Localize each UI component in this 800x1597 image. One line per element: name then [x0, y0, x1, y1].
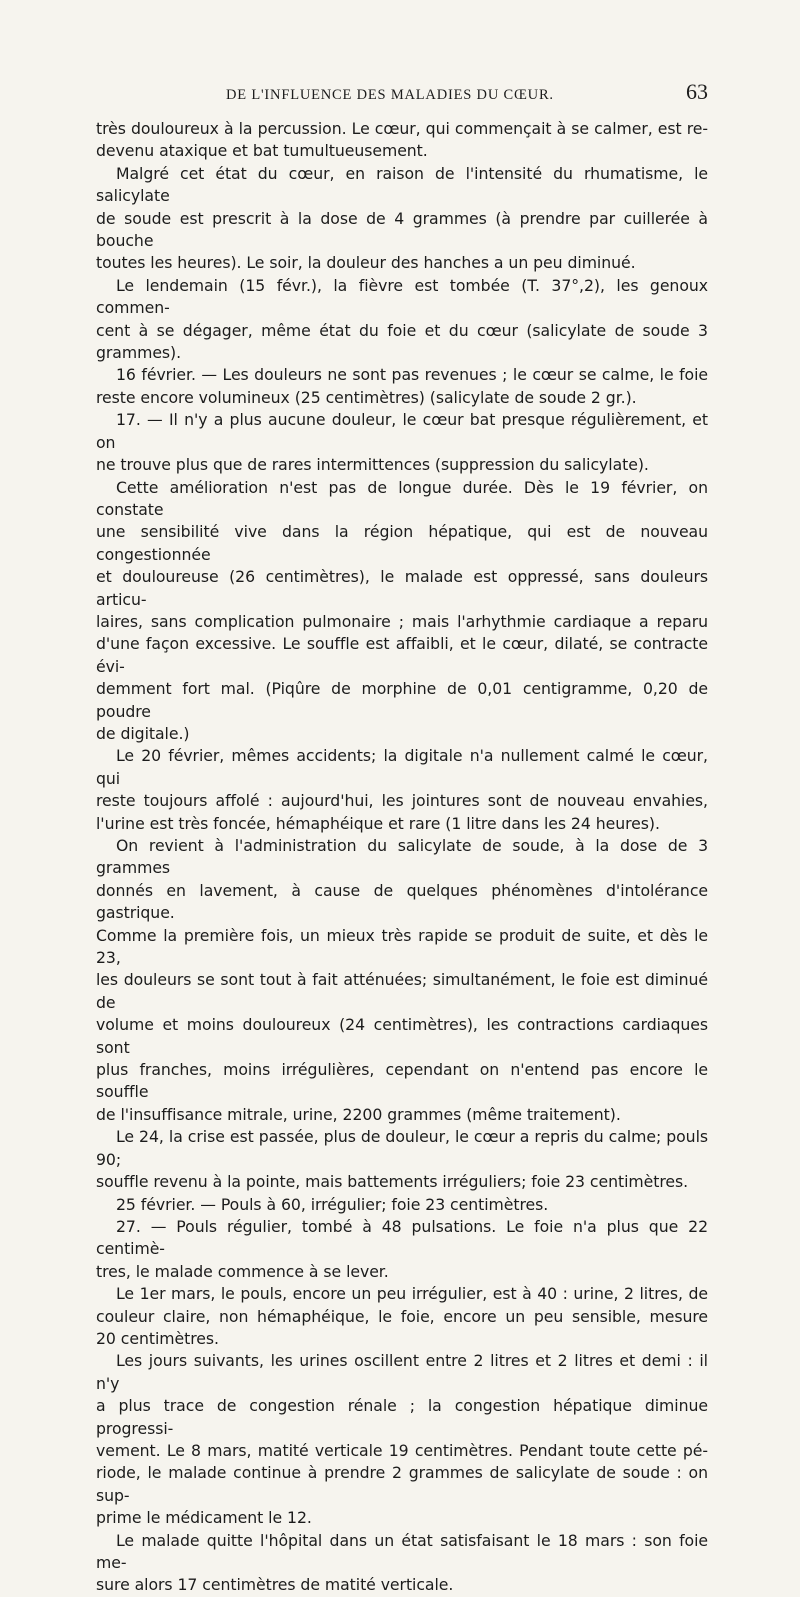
text-line: donnés en lavement, à cause de quelques phénomènes d'intolérance gastrique.	[96, 880, 708, 923]
text-line: reste encore volumineux (25 centimètres) (salicylate de soude 2 gr.).	[96, 387, 637, 407]
paragraph	[96, 1350, 708, 1529]
text-line: couleur claire, non hémaphéique, le foie, encore un peu sensible, mesure	[96, 1306, 708, 1326]
text-line: Le 1er mars, le pouls, encore un peu irrégulier, est à 40 : urine, 2 litres, de	[116, 1284, 708, 1304]
text-line: plus franches, moins irrégulières, cependant on n'entend pas encore le souffle	[96, 1060, 708, 1102]
text-line: volume et moins douloureux (24 centimètres), les contractions cardiaques sont	[96, 1015, 708, 1057]
paragraph	[96, 118, 708, 163]
body-text	[96, 118, 708, 1597]
text-line: souffle revenu à la pointe, mais battements irréguliers; foie 23 centimètres.	[96, 1172, 689, 1192]
paragraph	[96, 1216, 708, 1283]
text-line: de digitale.)	[96, 723, 190, 743]
text-line: de l'insuffisance mitrale, urine, 2200 grammes (même traitement).	[96, 1104, 621, 1124]
text-line: Comme la première fois, un mieux très rapide se produit de suite, et dès le 23,	[96, 925, 708, 968]
text-line: très douloureux à la percussion. Le cœur, qui commençait à se calmer, est re-	[96, 119, 708, 138]
paragraph	[96, 1530, 708, 1597]
text-line: sure alors 17 centimètres de matité verticale.	[96, 1575, 454, 1595]
text-line: 17. — Il n'y a plus aucune douleur, le cœur bat presque régulièrement, et on	[96, 410, 708, 452]
paragraph	[96, 275, 708, 365]
running-title: DE L'INFLUENCE DES MALADIES DU CŒUR.	[226, 87, 554, 103]
text-line: Le lendemain (15 févr.), la fièvre est tombée (T. 37°,2), les genoux commen-	[96, 275, 708, 318]
text-line: et douloureuse (26 centimètres), le malade est oppressé, sans douleurs articu-	[96, 567, 708, 609]
page-header	[96, 79, 708, 111]
text-line: Les jours suivants, les urines oscillent entre 2 litres et 2 litres et demi : il n'y	[96, 1351, 708, 1393]
paragraph	[96, 835, 708, 1126]
text-line: Le 20 février, mêmes accidents; la digitale n'a nullement calmé le cœur, qui	[96, 746, 708, 788]
text-line: prime le médicament le 12.	[96, 1508, 312, 1528]
text-line: Malgré cet état du cœur, en raison de l'intensité du rhumatisme, le salicylate	[96, 163, 708, 206]
text-line: reste toujours affolé : aujourd'hui, les jointures sont de nouveau envahies,	[96, 791, 708, 811]
text-line: 27. — Pouls régulier, tombé à 48 pulsations. Le foie n'a plus que 22 centimè-	[96, 1216, 708, 1259]
text-line: d'une façon excessive. Le souffle est affaibli, et le cœur, dilaté, se contracte évi-	[96, 634, 708, 676]
text-line: Cette amélioration n'est pas de longue durée. Dès le 19 février, on constate	[96, 477, 708, 519]
text-line: de soude est prescrit à la dose de 4 grammes (à prendre par cuillerée à bouche	[96, 208, 708, 251]
text-line: On revient à l'administration du salicylate de soude, à la dose de 3 grammes	[96, 836, 708, 878]
text-line: demment fort mal. (Piqûre de morphine de 0,01 centigramme, 0,20 de poudre	[96, 679, 708, 721]
text-line: a plus trace de congestion rénale ; la congestion hépatique diminue progressi-	[96, 1396, 708, 1438]
text-line: toutes les heures). Le soir, la douleur des hanches a un peu diminué.	[96, 253, 636, 273]
text-line: 20 centimètres.	[96, 1328, 219, 1348]
text-line: 16 février. — Les douleurs ne sont pas revenues ; le cœur se calme, le foie	[116, 365, 708, 385]
paragraph	[96, 745, 708, 835]
page-number: 63	[686, 79, 708, 104]
text-line: laires, sans complication pulmonaire ; mais l'arhythmie cardiaque a reparu	[96, 611, 708, 631]
text-line: cent à se dégager, même état du foie et du cœur (salicylate de soude 3 grammes).	[96, 320, 708, 363]
paragraph	[96, 1194, 708, 1216]
text-line: 25 février. — Pouls à 60, irrégulier; foie 23 centimètres.	[116, 1194, 549, 1214]
text-line: les douleurs se sont tout à fait atténuées; simultanément, le foie est diminué de	[96, 970, 708, 1012]
text-line: ne trouve plus que de rares intermittences (suppression du salicylate).	[96, 455, 649, 475]
text-line: riode, le malade continue à prendre 2 grammes de salicylate de soude : on sup-	[96, 1463, 708, 1505]
paragraph	[96, 477, 708, 746]
text-line: une sensibilité vive dans la région hépatique, qui est de nouveau congestionnée	[96, 522, 708, 564]
text-line: l'urine est très foncée, hémaphéique et rare (1 litre dans les 24 heures).	[96, 813, 660, 833]
paragraph	[96, 409, 708, 476]
paragraph	[96, 364, 708, 409]
text-line: vement. Le 8 mars, matité verticale 19 centimètres. Pendant toute cette pé-	[96, 1440, 708, 1460]
text-line: Le 24, la crise est passée, plus de douleur, le cœur a repris du calme; pouls 90;	[96, 1127, 708, 1169]
paragraph	[96, 163, 708, 275]
paragraph	[96, 1283, 708, 1350]
text-line: Le malade quitte l'hôpital dans un état satisfaisant le 18 mars : son foie me-	[96, 1530, 708, 1572]
text-line: devenu ataxique et bat tumultueusement.	[96, 141, 428, 161]
text-line: tres, le malade commence à se lever.	[96, 1261, 389, 1281]
paragraph	[96, 1126, 708, 1193]
